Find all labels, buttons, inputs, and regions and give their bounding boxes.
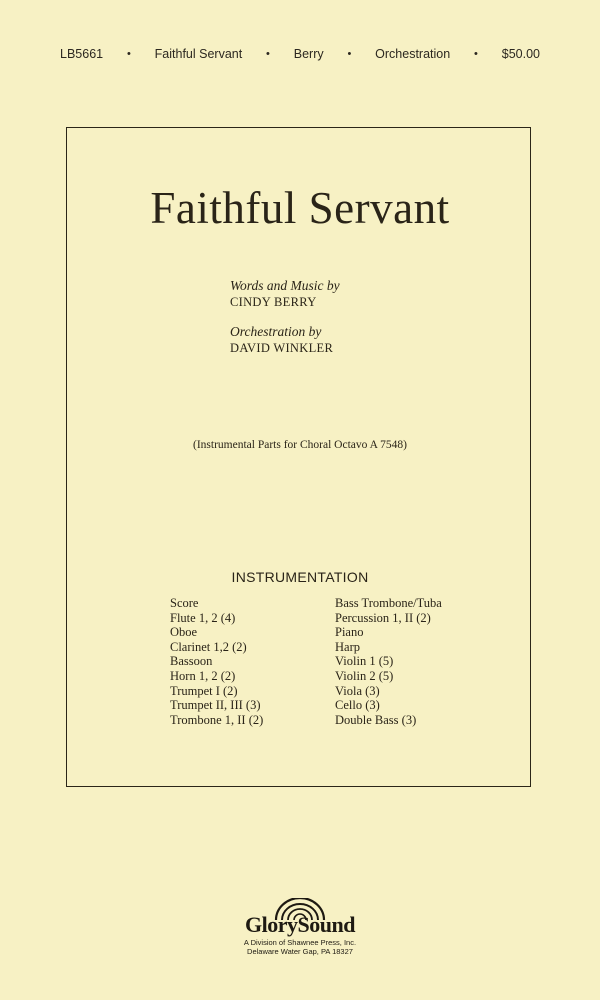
credits (230, 278, 340, 356)
instrument-item: Bass Trombone/Tuba (335, 596, 442, 610)
instrument-list-right (335, 596, 442, 727)
instrument-item: Trombone 1, II (2) (170, 712, 264, 727)
instrument-item: Percussion 1, II (2) (335, 610, 431, 625)
publisher-block (0, 898, 600, 956)
composer-name: CINDY BERRY (230, 295, 317, 309)
instrument-item: Clarinet 1,2 (2) (170, 639, 247, 654)
cover-title: Faithful Servant (150, 183, 450, 233)
instrument-item: Piano (335, 625, 364, 640)
header-composer: Berry (293, 47, 324, 61)
instrument-item: Cello (3) (335, 698, 380, 713)
parts-note: (Instrumental Parts for Choral Octavo A 7548) (193, 439, 407, 451)
orchestrator-name: DAVID WINKLER (230, 341, 334, 355)
instrument-item: Double Bass (3) (335, 712, 417, 727)
instrument-item: Horn 1, 2 (2) (170, 668, 236, 683)
instrument-item: Trumpet II, III (3) (170, 698, 261, 713)
instrument-item: Bassoon (170, 654, 213, 669)
header-price: $50.00 (501, 47, 540, 61)
instrument-item: Violin 1 (5) (335, 654, 394, 669)
separator-dot: • (474, 48, 478, 60)
publisher-line-2: Delaware Water Gap, PA 18327 (247, 947, 353, 956)
separator-dot: • (126, 48, 131, 60)
instrument-list-left (170, 596, 263, 727)
instrument-item: Trumpet I (2) (170, 683, 238, 698)
instrument-item: Harp (335, 639, 360, 654)
header-bar (60, 47, 540, 61)
instrument-item: Viola (3) (335, 683, 380, 698)
separator-dot: • (347, 48, 352, 60)
instrument-item: Oboe (170, 625, 198, 640)
instrument-item: Flute 1, 2 (4) (170, 610, 236, 625)
instrument-item: Violin 2 (5) (335, 668, 394, 683)
header-type: Orchestration (375, 47, 451, 61)
catalog-code: LB5661 (60, 47, 104, 61)
instrument-item: Score (170, 596, 199, 610)
instrumentation-heading: INSTRUMENTATION (231, 569, 369, 585)
separator-dot: • (266, 48, 270, 60)
header-title: Faithful Servant (154, 47, 243, 61)
publisher-logo-text: GlorySound (245, 912, 355, 937)
orchestration-label: Orchestration by (230, 324, 322, 339)
publisher-line-1: A Division of Shawnee Press, Inc. (243, 938, 357, 947)
words-music-label: Words and Music by (230, 278, 340, 293)
